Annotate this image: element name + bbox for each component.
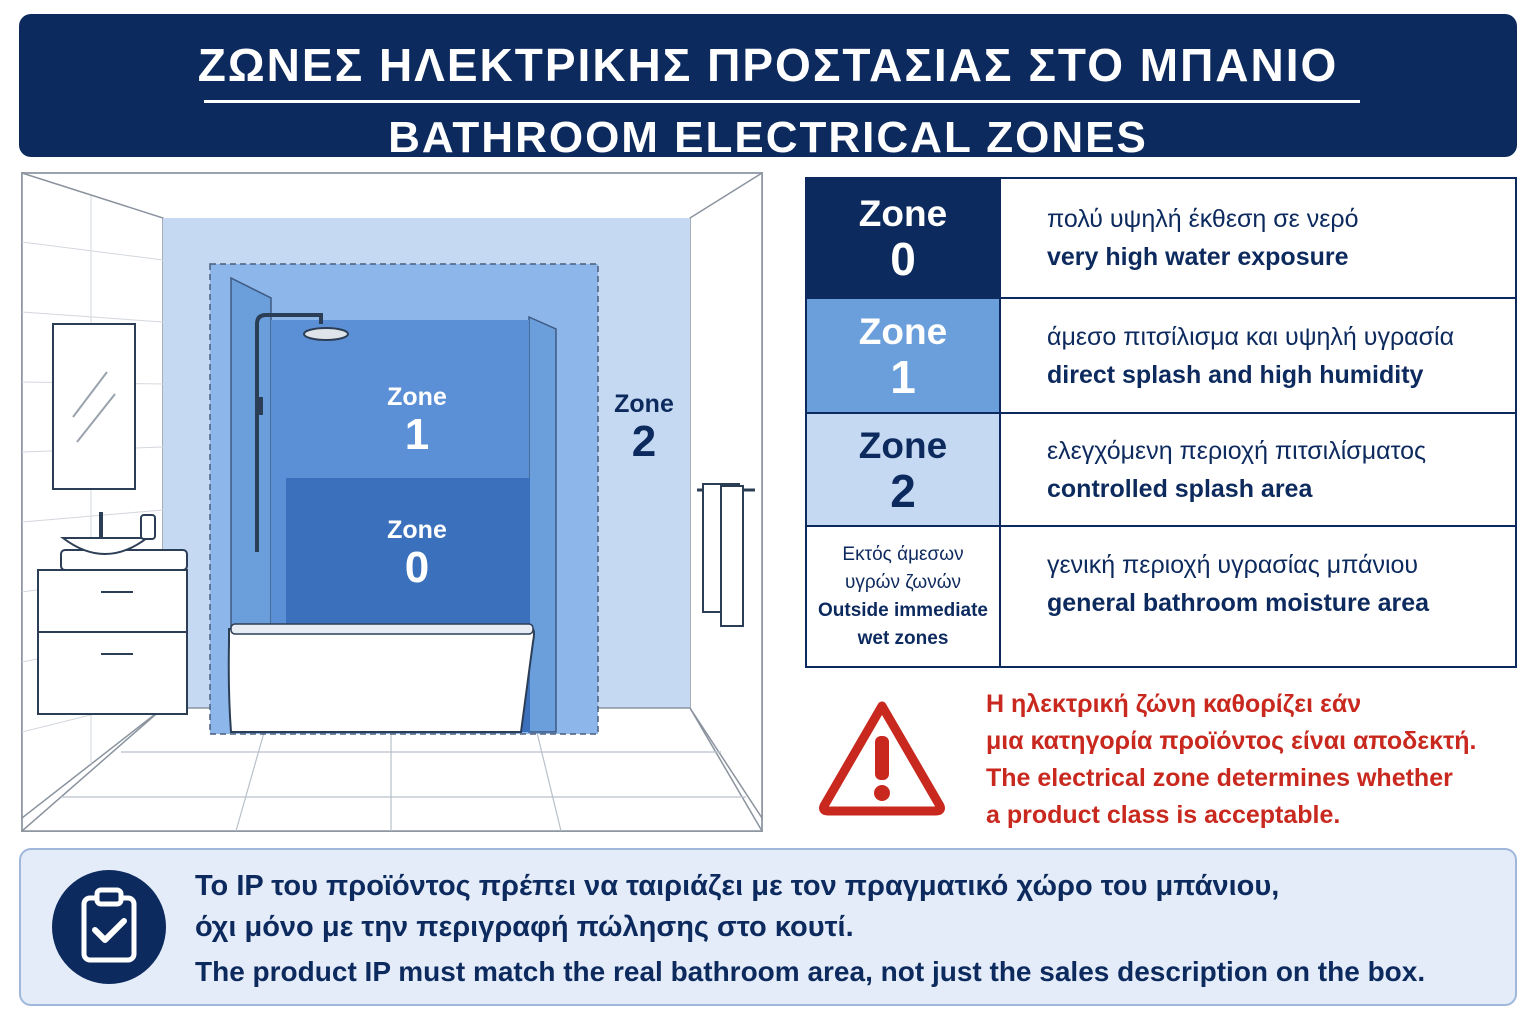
description-english: controlled splash area	[1047, 474, 1313, 503]
table-row-zone-0	[807, 179, 1515, 299]
warning-line-3: The electrical zone determines whether	[986, 764, 1453, 792]
zone-number: 2	[890, 464, 916, 517]
table-row-zone-1	[807, 299, 1515, 414]
zone-0-label	[367, 516, 467, 592]
outside-zones-cell	[807, 527, 1001, 666]
zones-table	[805, 177, 1517, 668]
zone-1-cell	[807, 299, 1001, 412]
zone-2-label	[594, 390, 694, 466]
table-row-outside-zones	[807, 527, 1515, 666]
outside-greek-line-1: Εκτός άμεσων	[842, 543, 964, 565]
zone-0-word: Zone	[387, 516, 447, 544]
zone-number: 1	[890, 350, 916, 403]
zone-0-number: 0	[404, 543, 430, 592]
title-divider	[204, 100, 1360, 103]
zone-2-word: Zone	[614, 390, 674, 418]
title-english: BATHROOM ELECTRICAL ZONES	[388, 113, 1148, 162]
description-greek: πολύ υψηλή έκθεση σε νερό	[1047, 205, 1359, 233]
outside-english-line-2: wet zones	[857, 627, 949, 649]
ip-note-box	[19, 848, 1517, 1006]
zone-word: Zone	[858, 310, 948, 352]
warning-line-1: Η ηλεκτρική ζώνη καθορίζει εάν	[986, 690, 1362, 718]
zone-word: Zone	[858, 193, 948, 234]
header-banner	[19, 14, 1517, 162]
zone-word: Zone	[858, 424, 948, 466]
title-greek: ΖΩΝΕΣ ΗΛΕΚΤΡΙΚΗΣ ΠΡΟΣΤΑΣΙΑΣ ΣΤΟ ΜΠΑΝΙΟ	[197, 39, 1339, 91]
clipboard-check-icon	[52, 870, 166, 984]
ip-note-text	[195, 866, 1495, 994]
description-english: very high water exposure	[1047, 243, 1349, 271]
description-english: general bathroom moisture area	[1047, 589, 1430, 617]
zone-2-description	[1047, 414, 1505, 525]
description-greek: άμεσο πιτσίλισμα και υψηλή υγρασία	[1047, 322, 1455, 351]
table-row-zone-2	[807, 414, 1515, 527]
outside-zones-description	[1047, 527, 1505, 666]
zone-1-word: Zone	[387, 383, 447, 411]
bathroom-drawing	[21, 172, 763, 832]
outside-english-line-1: Outside immediate	[818, 599, 988, 621]
zone-2-cell	[807, 414, 1001, 525]
outside-greek-line-2: υγρών ζωνών	[844, 571, 962, 593]
note-english-line: The product IP must match the real bathroom area, not just the sales description on the box.	[195, 956, 1426, 987]
zone-1-label	[367, 383, 467, 459]
zone-number: 0	[890, 233, 916, 285]
description-greek: γενική περιοχή υγρασίας μπάνιου	[1047, 551, 1419, 579]
warning-message	[986, 686, 1516, 834]
note-greek-line-1: Το IP του προϊόντος πρέπει να ταιριάζει με τον πραγματικό χώρο του μπάνιου,	[195, 870, 1280, 902]
zone-0-description	[1047, 179, 1505, 297]
warning-triangle-icon	[816, 698, 948, 816]
zone-1-description	[1047, 299, 1505, 412]
description-greek: ελεγχόμενη περιοχή πιτσιλίσματος	[1047, 436, 1427, 465]
zone-2-number: 2	[631, 417, 657, 466]
zone-1-number: 1	[404, 410, 430, 459]
bathroom-illustration	[21, 172, 763, 832]
warning-line-4: a product class is acceptable.	[986, 801, 1341, 829]
warning-line-2: μια κατηγορία προϊόντος είναι αποδεκτή.	[986, 727, 1477, 755]
note-greek-line-2: όχι μόνο με την περιγραφή πώλησης στο κουτί.	[195, 911, 854, 943]
zone-0-cell	[807, 179, 1001, 297]
description-english: direct splash and high humidity	[1047, 360, 1424, 389]
